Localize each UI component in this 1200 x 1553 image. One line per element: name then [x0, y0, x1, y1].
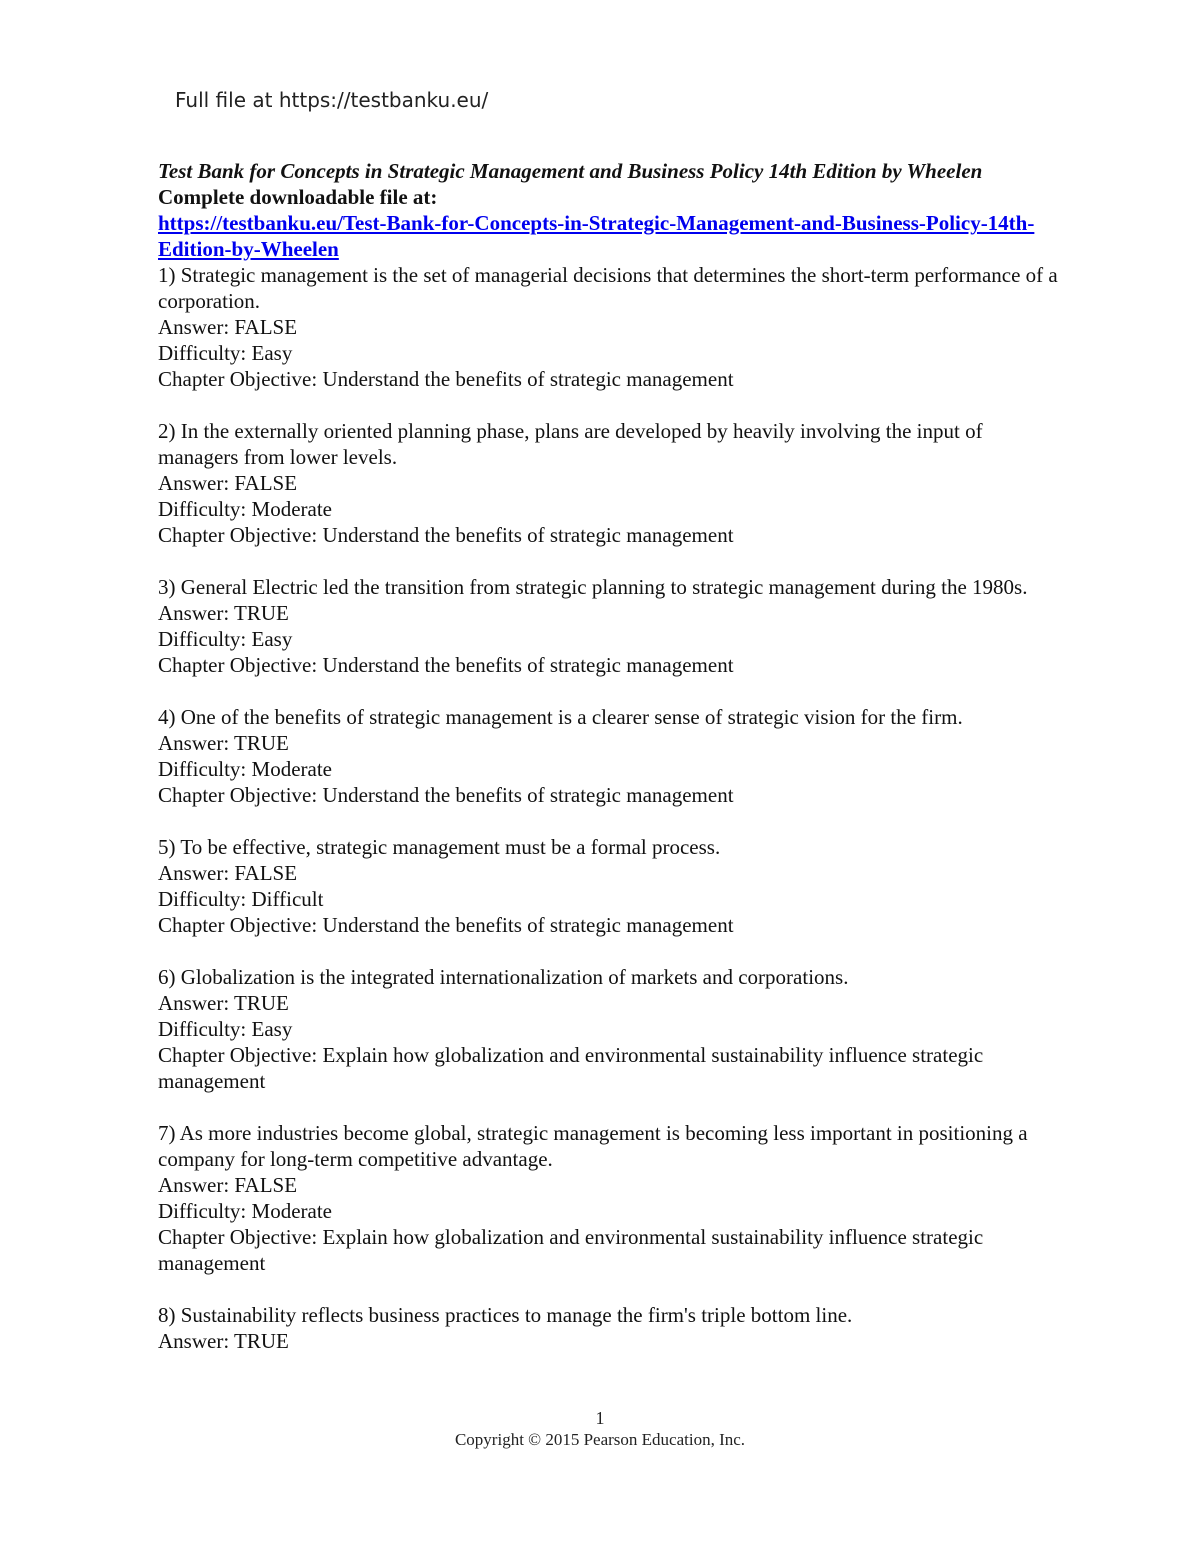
- question-objective: Chapter Objective: Understand the benefits of strategic management: [158, 367, 734, 391]
- question-text: 2) In the externally oriented planning phase, plans are developed by heavily involving the input of managers from lower levels.: [158, 419, 983, 469]
- question-answer: Answer: FALSE: [158, 1173, 298, 1197]
- question-answer: Answer: TRUE: [158, 731, 289, 755]
- question-8: [158, 1302, 1058, 1354]
- question-3: [158, 574, 1058, 678]
- question-5: [158, 834, 1058, 938]
- question-text: 4) One of the benefits of strategic management is a clearer sense of strategic vision for the firm.: [158, 705, 963, 729]
- question-difficulty: Difficulty: Moderate: [158, 757, 332, 781]
- question-objective: Chapter Objective: Understand the benefits of strategic management: [158, 653, 734, 677]
- header-note: Full file at https://testbanku.eu/: [175, 88, 489, 112]
- question-difficulty: Difficulty: Moderate: [158, 497, 332, 521]
- question-text: 3) General Electric led the transition from strategic planning to strategic management during the 1980s.: [158, 575, 1028, 599]
- question-text: 1) Strategic management is the set of managerial decisions that determines the short-term performance of a corporation.: [158, 263, 1058, 313]
- question-difficulty: Difficulty: Easy: [158, 341, 293, 365]
- question-4: [158, 704, 1058, 808]
- question-2: [158, 418, 1058, 548]
- question-answer: Answer: TRUE: [158, 1329, 289, 1353]
- copyright-footer: Copyright © 2015 Pearson Education, Inc.: [454, 1430, 746, 1449]
- question-text: 6) Globalization is the integrated internationalization of markets and corporations.: [158, 965, 849, 989]
- question-answer: Answer: FALSE: [158, 861, 298, 885]
- question-answer: Answer: FALSE: [158, 315, 298, 339]
- question-6: [158, 964, 1058, 1094]
- question-objective: Chapter Objective: Understand the benefits of strategic management: [158, 913, 734, 937]
- question-difficulty: Difficulty: Easy: [158, 627, 293, 651]
- question-text: 7) As more industries become global, strategic management is becoming less important in positioning a company for long-term competitive advantage.: [158, 1121, 1028, 1171]
- page-number: 1: [595, 1408, 605, 1428]
- document-body: [158, 158, 1058, 1354]
- question-objective: Chapter Objective: Understand the benefits of strategic management: [158, 523, 734, 547]
- question-text: 8) Sustainability reflects business practices to manage the firm's triple bottom line.: [158, 1303, 853, 1327]
- download-label: Complete downloadable file at:: [158, 185, 438, 209]
- question-difficulty: Difficulty: Easy: [158, 1017, 293, 1041]
- question-objective: Chapter Objective: Understand the benefits of strategic management: [158, 783, 734, 807]
- question-difficulty: Difficulty: Difficult: [158, 887, 324, 911]
- question-text: 5) To be effective, strategic management must be a formal process.: [158, 835, 721, 859]
- question-7: [158, 1120, 1058, 1276]
- question-difficulty: Difficulty: Moderate: [158, 1199, 332, 1223]
- document-title: Test Bank for Concepts in Strategic Management and Business Policy 14th Edition by Wheelen: [158, 159, 983, 183]
- question-answer: Answer: TRUE: [158, 601, 289, 625]
- question-answer: Answer: TRUE: [158, 991, 289, 1015]
- question-answer: Answer: FALSE: [158, 471, 298, 495]
- question-objective: Chapter Objective: Explain how globalization and environmental sustainability influence strategic management: [158, 1225, 984, 1275]
- question-1: [158, 262, 1058, 392]
- question-objective: Chapter Objective: Explain how globalization and environmental sustainability influence strategic management: [158, 1043, 984, 1093]
- download-link[interactable]: https://testbanku.eu/Test-Bank-for-Concepts-in-Strategic-Management-and-Business-Policy-14th-Edition-by-Wheelen: [158, 211, 1035, 261]
